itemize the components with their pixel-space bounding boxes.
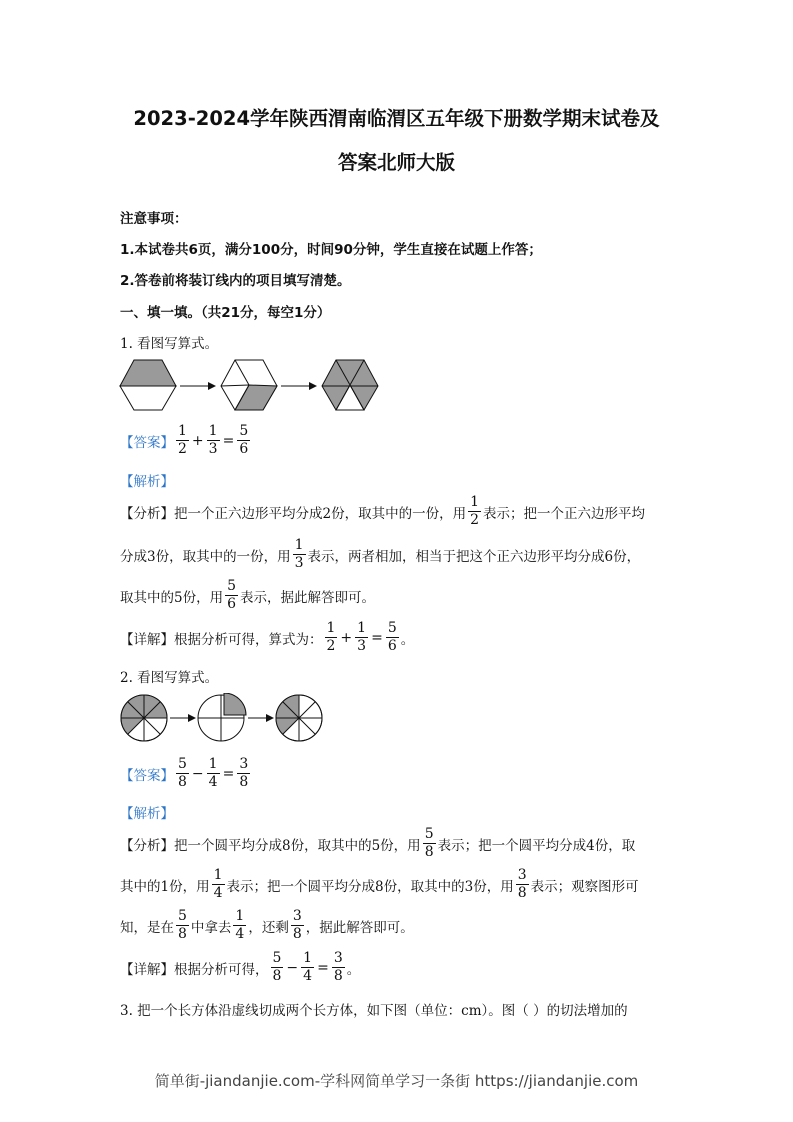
fraction: $\frac{1}{3}$ [208,423,218,457]
q1-fenxi-line3: 取其中的5份，用 $\frac{5}{6}$ 表示，据此解答即可。 [120,578,376,612]
fraction: $\frac{1}{4}$ [213,867,223,901]
q2-fenxi-line1: 【分析】 把一个圆平均分成8份，取其中的5份，用 $\frac{5}{8}$ 表示；把一个圆平均分成4份，取 [120,826,636,860]
circle-five-eighths-shaded [121,695,167,741]
footer-watermark: 简单街-jiandanjie.com-学科网简单学习一条街 https://jiandanjie.com [154,1072,639,1090]
q3-stem: 3. 把一个长方体沿虚线切成两个长方体，如下图（单位：cm）。图（ ）的切法增加的 [120,1003,628,1019]
q1-stem: 1. 看图写算式。 [120,336,219,352]
fraction: $\frac{1}{2}$ [178,423,187,457]
arrow-icon [248,714,274,722]
page-title-line1: 2023-2024学年陕西渭南临渭区五年级下册数学期末试卷及 [133,107,660,130]
answer-label: 【答案】 [120,434,174,451]
notes-heading: 注意事项： [120,211,188,227]
q2-circle-figures [118,693,326,745]
analysis-label: 【解析】 [120,474,174,490]
fraction: $\frac{5}{8}$ [178,908,187,942]
fraction: $\frac{3}{8}$ [333,950,343,984]
hexagon-third-shaded [221,360,277,410]
fraction: $\frac{5}{6}$ [227,578,237,612]
notes-item-1: 1.本试卷共6页，满分100分，时间90分钟，学生直接在试题上作答； [120,242,542,258]
q2-detail: 【详解】 根据分析可得， $\frac{5}{8}$ − $\frac{1}{4}$ = $\frac{3}{8}$ 。 [120,950,361,984]
fraction: $\frac{5}{8}$ [424,826,434,860]
fraction: $\frac{1}{3}$ [357,620,367,654]
fraction: $\frac{1}{4}$ [303,950,313,984]
hexagon-five-sixths-shaded [322,360,378,410]
fraction: $\frac{5}{6}$ [387,620,397,654]
analysis-label: 【解析】 [120,806,174,822]
circle-one-quarter-shaded [198,693,246,741]
q1-fenxi-line2: 分成3份，取其中的一份，用 $\frac{1}{3}$ 表示，两者相加，相当于把这个正六边形平均分成6份， [120,537,641,571]
arrow-icon [281,382,317,390]
q2-answer-row: 【答案】 $\frac{5}{8}$ − $\frac{1}{4}$ = $\frac{3}{8}$ [120,756,249,790]
hexagon-half-shaded [120,360,176,410]
q1-detail: 【详解】 根据分析可得，算式为： $\frac{1}{2}$ + $\frac{1}{3}$ = $\frac{5}{6}$ 。 [120,620,415,654]
fraction: $\frac{1}{3}$ [294,537,304,571]
q1-fenxi-line1: 【分析】 把一个正六边形平均分成2份，取其中的一份，用 $\frac{1}{2}$ 表示；把一个正六边形平均 [120,494,646,528]
fraction: $\frac{1}{2}$ [326,620,336,654]
arrow-icon [170,714,196,722]
arrow-icon [180,382,216,390]
fraction: $\frac{5}{8}$ [178,756,187,790]
page-title-line2: 答案北师大版 [337,151,455,174]
circle-three-eighths-shaded [276,695,322,741]
fraction: $\frac{1}{2}$ [470,494,480,528]
fraction: $\frac{3}{8}$ [517,867,527,901]
q2-stem: 2. 看图写算式。 [120,670,219,686]
notes-item-2: 2.答卷前将装订线内的项目填写清楚。 [120,273,351,289]
q2-fenxi-line3: 知，是在 $\frac{5}{8}$ 中拿去 $\frac{1}{4}$ ，还剩 $\frac{3}{8}$ ，据此解答即可。 [120,908,414,942]
fraction: $\frac{3}{8}$ [239,756,249,790]
q1-answer-row: 【答案】 $\frac{1}{2}$ + $\frac{1}{3}$ = $\frac{5}{6}$ [120,423,249,457]
fraction: $\frac{1}{4}$ [235,908,245,942]
answer-label: 【答案】 [120,767,174,784]
section-1-heading: 一、填一填。（共21分，每空1分） [120,305,331,321]
fraction: $\frac{5}{6}$ [239,423,249,457]
q1-hexagon-figures [118,358,380,416]
fraction: $\frac{1}{4}$ [208,756,218,790]
fraction: $\frac{5}{8}$ [272,950,282,984]
fraction: $\frac{3}{8}$ [292,908,302,942]
q2-fenxi-line2: 其中的1份，用 $\frac{1}{4}$ 表示；把一个圆平均分成8份，取其中的3份，用 $\frac{3}{8}$ 表示；观察图形可 [120,867,639,901]
